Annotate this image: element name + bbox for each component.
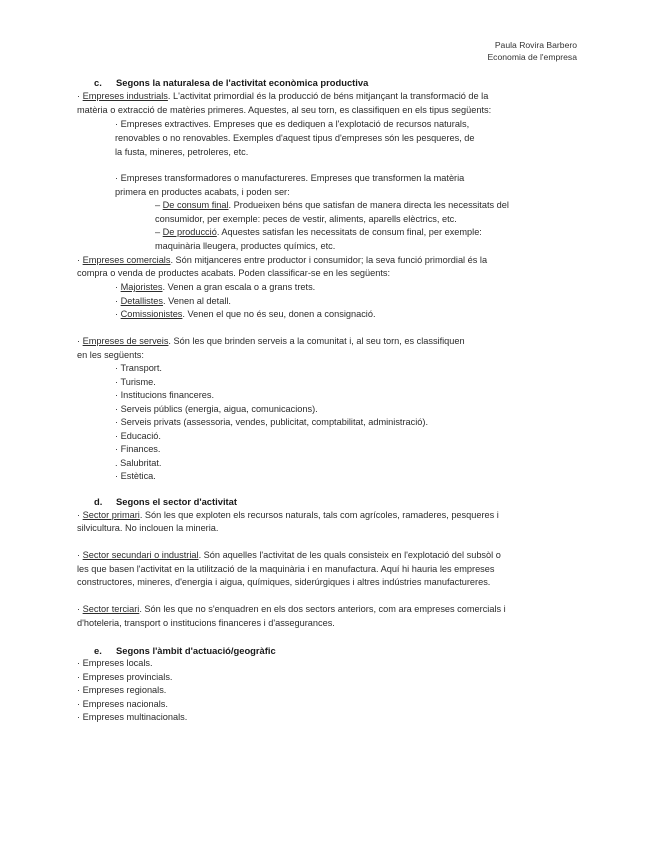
term-sector-primari: Sector primari — [82, 510, 140, 520]
industrials-line-2: matèria o extracció de matèries primeres. Aquestes, al seu torn, es classifiquen en els tipus següents: — [77, 105, 492, 115]
comercials-item-detallistes — [115, 295, 231, 308]
serveis-line-2: en les següents: — [77, 350, 144, 360]
bullet: · — [115, 296, 121, 306]
extractives-line-3: la fusta, mineres, petroleres, etc. — [115, 147, 249, 157]
serveis-item: · Institucions financeres. — [115, 390, 215, 400]
terciari-line-2: d'hoteleria, transport o institucions financeres i d'assegurances. — [77, 618, 335, 628]
section-d-title: Segons el sector d'activitat — [116, 496, 238, 507]
term-sector-terciari: Sector terciari — [82, 604, 140, 614]
term-empreses-de-serveis: Empreses de serveis — [82, 336, 169, 346]
section-d-heading — [94, 495, 237, 508]
serveis-item: . Salubritat. — [115, 458, 162, 468]
term-sector-secundari: Sector secundari o industrial — [82, 550, 199, 560]
paragraph-text: . Són les que no s'enquadren en els dos sectors anteriors, com ara empreses comercials i — [139, 604, 506, 614]
serveis-item: · Estètica. — [115, 471, 156, 481]
section-e-title: Segons l'àmbit d'actuació/geogràfic — [116, 645, 276, 656]
comercials-item-comissionistes — [115, 308, 376, 321]
transformadores-line-1: · Empreses transformadores o manufactureres. Empreses que transformen la matèria — [115, 173, 465, 183]
term-comissionistes: Comissionistes — [120, 309, 183, 319]
comercials-line-1 — [77, 254, 487, 267]
item-text: . Venen a gran escala o a grans trets. — [162, 282, 316, 292]
ambit-item: · Empreses nacionals. — [77, 699, 168, 709]
serveis-line-1 — [77, 335, 465, 348]
item-text: . Venen al detall. — [163, 296, 231, 306]
ambit-item: · Empreses provincials. — [77, 672, 173, 682]
transformadores-line-2: primera en productes acabats, i poden ser: — [115, 187, 290, 197]
secundari-line-2: les que basen l'activitat en la utilització de la maquinària i en manufactura. Aquí hi hauria les empreses — [77, 564, 495, 574]
section-c-label: c. — [94, 77, 102, 88]
primari-line-1 — [77, 509, 499, 522]
terciari-line-1 — [77, 603, 506, 616]
section-e-heading — [94, 644, 276, 657]
serveis-item: · Turisme. — [115, 377, 156, 387]
extractives-line-2: renovables o no renovables. Exemples d'aquest tipus d'empreses són les pesqueres, de — [115, 133, 475, 143]
bullet: · — [115, 282, 121, 292]
bullet: · — [77, 91, 83, 101]
primari-line-2: silvicultura. No inclouen la mineria. — [77, 523, 219, 533]
item-text: . Venen el que no és seu, donen a consignació. — [182, 309, 376, 319]
extractives-line-1: · Empreses extractives. Empreses que es dediquen a l'explotació de recursos naturals, — [115, 119, 470, 129]
paragraph-text: . L'activitat primordial és la producció de béns mitjançant la transformació de la — [167, 91, 489, 101]
term-empreses-industrials: Empreses industrials — [82, 91, 168, 101]
bullet: · — [115, 309, 121, 319]
term-de-consum-final: De consum final — [162, 200, 229, 210]
header-subject: Economia de l'empresa — [487, 52, 577, 62]
section-c-heading — [94, 76, 368, 89]
serveis-item: · Finances. — [115, 444, 161, 454]
secundari-line-1 — [77, 549, 501, 562]
serveis-item: · Serveis privats (assessoria, vendes, publicitat, comptabilitat, administració). — [115, 417, 429, 427]
industrials-line-1 — [77, 90, 488, 103]
secundari-line-3: constructores, mineres, d'energia i aigua, químiques, siderúrgiques i altres indústries manufactureres. — [77, 577, 491, 587]
term-de-produccio: De producció — [162, 227, 217, 237]
serveis-item: · Educació. — [115, 431, 161, 441]
comercials-line-2: compra o venda de productes acabats. Poden classificar-se en les següents: — [77, 268, 391, 278]
section-e-label: e. — [94, 645, 102, 656]
produccio-line-1 — [155, 226, 482, 239]
comercials-item-majoristes — [115, 281, 315, 294]
dash: – — [155, 227, 163, 237]
header-author: Paula Rovira Barbero — [494, 40, 577, 50]
term-empreses-comercials: Empreses comercials — [82, 255, 171, 265]
consum-final-line-1 — [155, 199, 509, 212]
bullet: · — [77, 255, 83, 265]
bullet: · — [77, 336, 83, 346]
dash: – — [155, 200, 163, 210]
paragraph-text: . Aquestes satisfan les necessitats de consum final, per exemple: — [216, 227, 482, 237]
ambit-item: · Empreses locals. — [77, 658, 153, 668]
page-header — [487, 39, 577, 63]
bullet: · — [77, 550, 83, 560]
paragraph-text: . Produeixen béns que satisfan de manera directa les necessitats del — [228, 200, 509, 210]
term-majoristes: Majoristes — [120, 282, 163, 292]
paragraph-text: . Són mitjanceres entre productor i consumidor; la seva funció primordial és la — [170, 255, 488, 265]
paragraph-text: . Són aquelles l'activitat de les quals consisteix en l'explotació del subsòl o — [198, 550, 501, 560]
bullet: · — [77, 510, 83, 520]
ambit-item: · Empreses multinacionals. — [77, 712, 188, 722]
bullet: · — [77, 604, 83, 614]
paragraph-text: . Són les que brinden serveis a la comunitat i, al seu torn, es classifiquen — [168, 336, 465, 346]
ambit-item: · Empreses regionals. — [77, 685, 167, 695]
section-d-label: d. — [94, 496, 103, 507]
section-c-title: Segons la naturalesa de l'activitat econòmica productiva — [116, 77, 369, 88]
serveis-item: · Serveis públics (energia, aigua, comunicacions). — [115, 404, 318, 414]
produccio-line-2: maquinària lleugera, productes químics, etc. — [155, 241, 336, 251]
term-detallistes: Detallistes — [120, 296, 164, 306]
serveis-item: · Transport. — [115, 363, 162, 373]
consum-final-line-2: consumidor, per exemple: peces de vestir, aliments, aparells elèctrics, etc. — [155, 214, 457, 224]
paragraph-text: . Són les que exploten els recursos naturals, tals com agrícoles, ramaderes, pesqueres i — [139, 510, 499, 520]
